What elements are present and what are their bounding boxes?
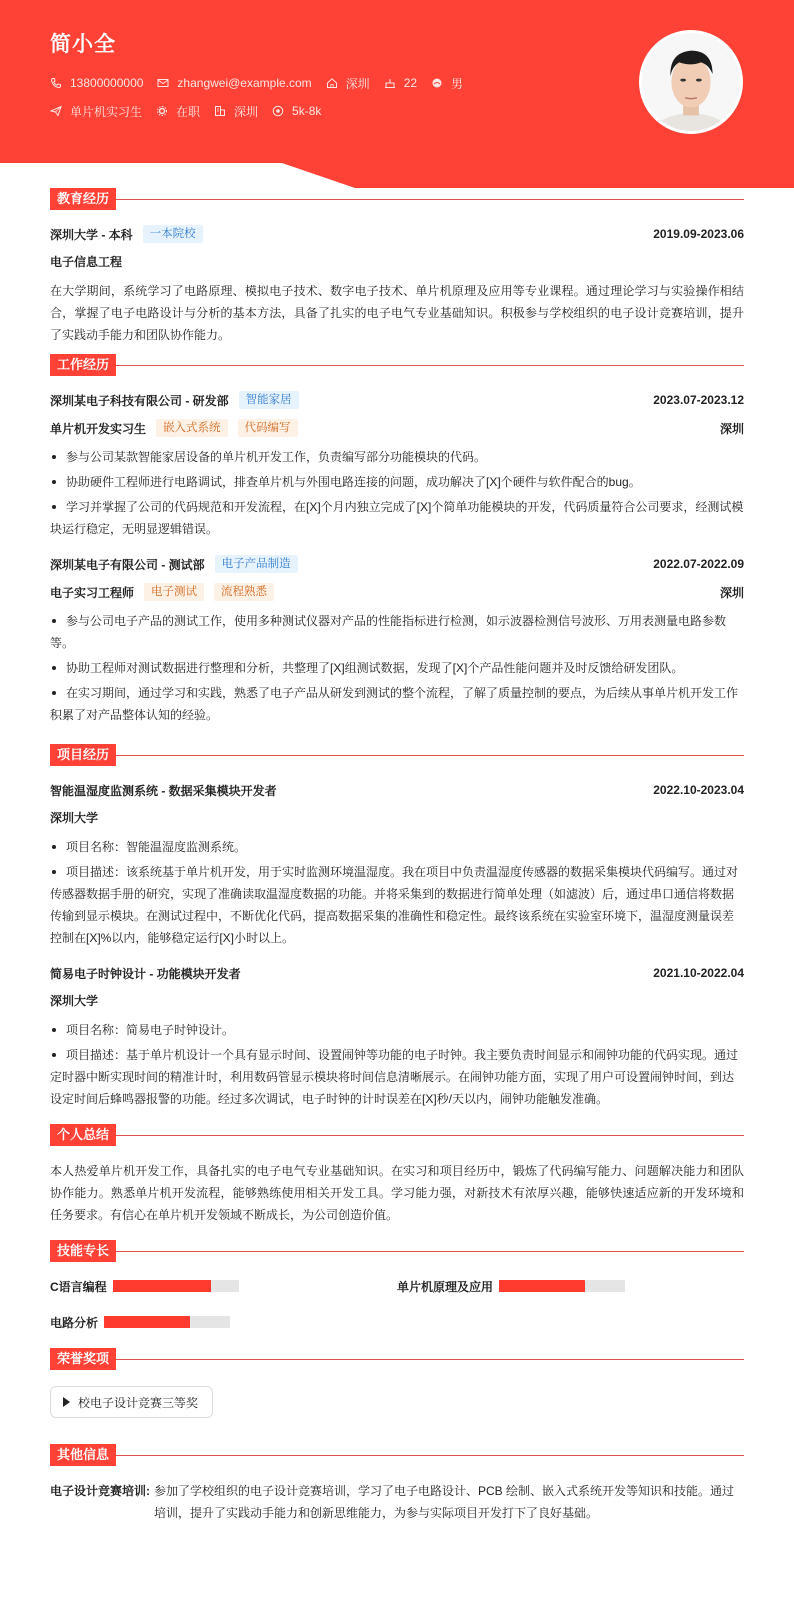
skill-tag: 电子测试	[144, 583, 204, 601]
section-title: 荣誉奖项	[50, 1348, 116, 1370]
work-entry-left	[50, 391, 299, 409]
list-item	[50, 610, 744, 654]
skill-bar	[499, 1280, 625, 1292]
project-org: 深圳大学	[50, 994, 99, 1008]
section-header	[50, 188, 744, 210]
project-name: 简易电子时钟设计 - 功能模块开发者	[50, 966, 241, 981]
job-position	[50, 103, 142, 120]
job-intent-row	[50, 100, 477, 122]
skill-bar	[104, 1316, 230, 1328]
section-divider	[116, 365, 744, 366]
email-value: zhangwei@example.com	[177, 76, 312, 90]
work-location: 深圳	[719, 421, 744, 436]
contact-email	[157, 76, 311, 90]
avatar-photo	[642, 33, 740, 131]
list-item	[50, 1019, 744, 1041]
status-icon	[156, 105, 168, 117]
section-divider	[116, 1135, 744, 1136]
work-bullets	[50, 610, 744, 726]
role-title: 单片机开发实习生	[50, 421, 147, 436]
work-role-row	[50, 418, 744, 438]
section-work	[50, 354, 744, 726]
bullet-dot	[52, 480, 56, 484]
age-value: 22	[403, 76, 418, 90]
bullet-text: 参与公司电子产品的测试工作，使用多种测试仪器对产品的性能指标进行检测，如示波器检测信号波形、万用表测量电路参数等。	[50, 614, 727, 650]
section-skills	[50, 1240, 744, 1332]
job-salary	[272, 104, 321, 118]
work-role-left	[50, 419, 298, 437]
gender-value: 男	[451, 76, 464, 91]
age-icon	[384, 77, 396, 89]
work-entry-header	[50, 390, 744, 410]
award-item	[50, 1386, 213, 1418]
project-org: 深圳大学	[50, 811, 99, 825]
bullet-text: 学习并掌握了公司的代码规范和开发流程，在[X]个月内独立完成了[X]个简单功能模块的开发，代码质量符合公司要求，经测试模块运行稳定，无明显逻辑错误。	[50, 500, 744, 536]
skill-item	[50, 1312, 397, 1332]
home-icon	[326, 77, 338, 89]
section-header	[50, 1124, 744, 1146]
skill-tag: 代码编写	[238, 419, 298, 437]
section-divider	[116, 199, 744, 200]
work-entry	[50, 390, 744, 540]
project-header	[50, 780, 744, 800]
list-item	[50, 496, 744, 540]
resume-header	[0, 0, 794, 188]
location-value: 深圳	[345, 76, 370, 91]
section-other	[50, 1444, 744, 1524]
status-value: 在职	[176, 104, 201, 119]
education-description: 在大学期间，系统学习了电路原理、模拟电子技术、数字电子技术、单片机原理及应用等专业课程。通过理论学习与实验操作相结合，掌握了电子电路设计与分析的基本方法，具备了扎实的电子电气专业基础知识。积极参与学校组织的电子设计竞赛培训，提升了实践动手能力和团队协作能力。	[50, 284, 744, 342]
industry-tag: 智能家居	[239, 391, 299, 409]
major: 电子信息工程	[50, 255, 123, 269]
education-date: 2019.09-2023.06	[653, 227, 744, 241]
bullet-dot	[52, 619, 56, 623]
work-date: 2023.07-2023.12	[653, 393, 744, 407]
industry-tag: 电子产品制造	[215, 555, 298, 573]
work-location: 深圳	[719, 585, 744, 600]
work-entry-left	[50, 555, 298, 573]
skill-tag: 流程熟悉	[214, 583, 274, 601]
bullet-dot	[52, 505, 56, 509]
avatar	[639, 30, 743, 134]
school-tag: 一本院校	[143, 225, 203, 243]
bullet-dot	[52, 845, 56, 849]
bullet-text: 参与公司某款智能家居设备的单片机开发工作，负责编写部分功能模块的代码。	[66, 450, 487, 464]
bullet-dot	[52, 455, 56, 459]
other-item	[50, 1480, 744, 1524]
skill-label: 电路分析	[50, 1315, 99, 1330]
skill-label: 单片机原理及应用	[397, 1279, 494, 1294]
bullet-text: 在实习期间，通过学习和实践，熟悉了电子产品从研发到测试的整个流程，了解了质量控制的要点，为后续从事单片机开发工作积累了对产品整体认知的经验。	[50, 686, 739, 722]
project-header	[50, 963, 744, 983]
project-name: 智能温湿度监测系统 - 数据采集模块开发者	[50, 783, 277, 798]
list-item	[50, 657, 744, 679]
skill-bar-fill	[499, 1280, 585, 1292]
section-awards	[50, 1348, 744, 1436]
project-entry	[50, 963, 744, 1110]
bullet-dot	[52, 1053, 56, 1057]
section-title: 教育经历	[50, 188, 116, 210]
education-entry-left	[50, 225, 203, 243]
mail-icon	[157, 77, 169, 89]
header-content	[50, 28, 477, 128]
list-item	[50, 836, 744, 858]
work-role-row	[50, 582, 744, 602]
contact-gender	[431, 75, 463, 92]
section-header	[50, 354, 744, 376]
bullet-text: 项目描述：该系统基于单片机开发，用于实时监测环境温湿度。我在项目中负责温湿度传感器的数据采集模块代码编写。通过对传感器数据手册的研究，实现了准确读取温湿度数据的功能。并将采集到的数据进行简单处理（如滤波）后，通过串口通信将数据传输到显示模块。在测试过程中，不断优化代码，提高数据采集的准确性和稳定性。最终该系统在实验室环境下，温湿度测量误差控制在[X]%以内，能够稳定运行[X]小时以上。	[50, 865, 739, 945]
work-bullets	[50, 446, 744, 540]
section-title: 项目经历	[50, 744, 116, 766]
city-value: 深圳	[234, 104, 259, 119]
bullet-dot	[52, 870, 56, 874]
summary-text: 本人热爱单片机开发工作，具备扎实的电子电气专业基础知识。在实习和项目经历中，锻炼了代码编写能力、问题解决能力和团队协作能力。熟悉单片机开发流程，能够熟练使用相关开发工具。学习能力强，对新技术有浓厚兴趣，能够快速适应新的开发环境和任务要求。有信心在单片机开发领域不断成长，为公司创造价值。	[50, 1164, 744, 1222]
education-entry-header	[50, 224, 744, 244]
company-name: 深圳某电子科技有限公司 - 研发部	[50, 393, 229, 408]
list-item	[50, 446, 744, 468]
section-title: 其他信息	[50, 1444, 116, 1466]
gender-icon	[431, 77, 443, 89]
skill-bar-fill	[104, 1316, 190, 1328]
list-item	[50, 861, 744, 949]
salary-icon	[272, 105, 284, 117]
bullet-dot	[52, 666, 56, 670]
city-icon	[214, 105, 226, 117]
company-name: 深圳某电子有限公司 - 测试部	[50, 557, 205, 572]
section-title: 技能专长	[50, 1240, 116, 1262]
section-education	[50, 188, 744, 346]
salary-value: 5k-8k	[292, 104, 322, 118]
work-date: 2022.07-2022.09	[653, 557, 744, 571]
resume-body	[0, 188, 794, 1524]
award-label: 校电子设计竞赛三等奖	[78, 1395, 199, 1410]
contact-phone	[50, 76, 143, 90]
work-entry	[50, 554, 744, 726]
phone-value: 13800000000	[70, 76, 144, 90]
section-divider	[116, 755, 744, 756]
skill-bar	[113, 1280, 239, 1292]
section-summary	[50, 1124, 744, 1226]
position-value: 单片机实习生	[70, 104, 143, 119]
skill-item	[50, 1276, 397, 1296]
section-title: 个人总结	[50, 1124, 116, 1146]
candidate-name: 简小全	[50, 33, 116, 56]
bullet-dot	[52, 1028, 56, 1032]
bullet-text: 项目名称：智能温湿度监测系统。	[66, 840, 247, 854]
project-bullets	[50, 836, 744, 949]
bullet-text: 项目描述：基于单片机设计一个具有显示时间、设置闹钟等功能的电子时钟。我主要负责时间显示和闹钟功能的代码实现。通过定时器中断实现时间的精准计时，利用数码管显示模块将时间信息清晰展示。在闹钟功能方面，实现了用户可设置闹钟时间，到达设定时间后蜂鸣器报警的功能。经过多次调试，电子时钟的计时误差在[X]秒/天以内，闹钟功能触发准确。	[50, 1048, 739, 1106]
project-entry	[50, 780, 744, 949]
contact-row	[50, 72, 477, 94]
job-city	[214, 103, 258, 120]
skills-grid	[50, 1276, 744, 1332]
work-entry-header	[50, 554, 744, 574]
section-title: 工作经历	[50, 354, 116, 376]
section-divider	[116, 1359, 744, 1360]
list-item	[50, 471, 744, 493]
skill-tag: 嵌入式系统	[156, 419, 228, 437]
section-header	[50, 744, 744, 766]
phone-icon	[50, 77, 62, 89]
contact-age	[384, 76, 417, 90]
bullet-text: 协助硬件工程师进行电路调试，排查单片机与外围电路连接的问题，成功解决了[X]个硬件与软件配合的bug。	[66, 475, 641, 489]
other-label: 电子设计竞赛培训:	[50, 1484, 150, 1498]
send-icon	[50, 105, 62, 117]
project-date: 2021.10-2022.04	[653, 966, 744, 980]
section-header	[50, 1240, 744, 1262]
other-text: 参加了学校组织的电子设计竞赛培训，学习了电子电路设计、PCB 绘制、嵌入式系统开发等知识和技能。通过培训，提升了实践动手能力和创新思维能力，为参与实际项目开发打下了良好基础。	[154, 1484, 735, 1520]
bullet-text: 项目名称：简易电子时钟设计。	[66, 1023, 235, 1037]
section-projects	[50, 744, 744, 1110]
section-divider	[116, 1251, 744, 1252]
skill-label: C语言编程	[50, 1279, 107, 1294]
project-date: 2022.10-2023.04	[653, 783, 744, 797]
section-header	[50, 1348, 744, 1370]
list-item	[50, 1044, 744, 1110]
job-status	[156, 103, 200, 120]
skill-bar-fill	[113, 1280, 211, 1292]
bullet-dot	[52, 691, 56, 695]
skill-item	[397, 1276, 744, 1296]
school-name: 深圳大学 - 本科	[50, 227, 133, 242]
triangle-right-icon	[63, 1397, 70, 1407]
bullet-text: 协助工程师对测试数据进行整理和分析，共整理了[X]组测试数据，发现了[X]个产品性能问题并及时反馈给研发团队。	[66, 661, 684, 675]
section-divider	[116, 1455, 744, 1456]
section-header	[50, 1444, 744, 1466]
role-title: 电子实习工程师	[50, 585, 135, 600]
contact-location	[326, 75, 370, 92]
list-item	[50, 682, 744, 726]
project-bullets	[50, 1019, 744, 1110]
work-role-left	[50, 583, 274, 601]
